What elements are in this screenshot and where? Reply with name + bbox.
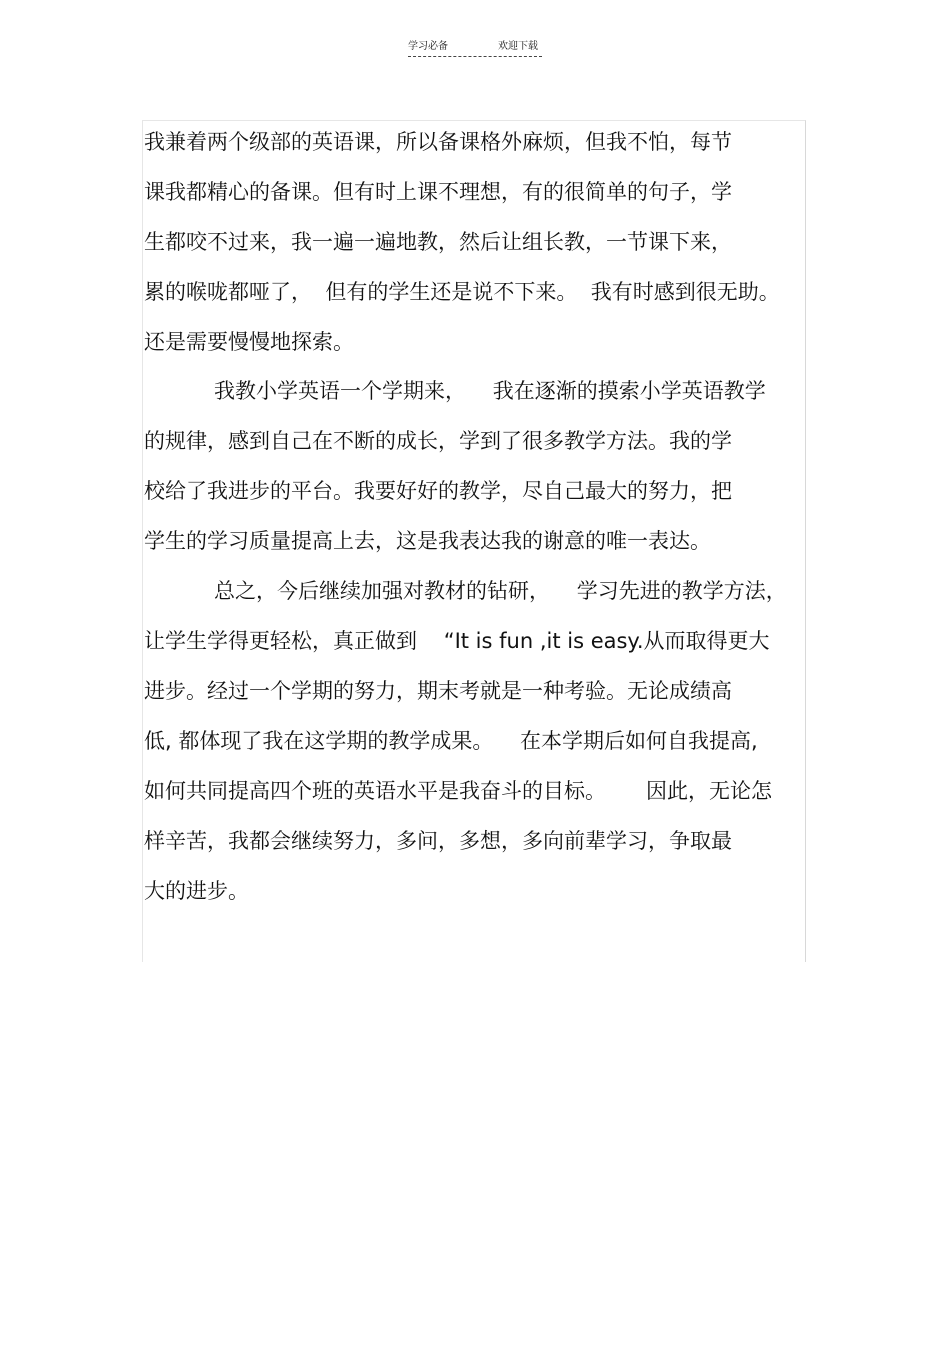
text-line: 样辛苦，我都会继续努力，多问，多想，多向前辈学习，争取最 <box>144 829 732 853</box>
text-line: 如何共同提高四个班的英语水平是我奋斗的目标。 因此，无论怎 <box>144 779 773 803</box>
text-line: 生都咬不过来，我一遍一遍地教，然后让组长教，一节课下来， <box>144 230 732 254</box>
text-line: 低, 都体现了我在这学期的教学成果。 在本学期后如何自我提高, <box>144 729 758 753</box>
page-header <box>408 38 542 57</box>
text-line: 我教小学英语一个学期来， 我在逐渐的摸索小学英语教学 <box>214 379 766 403</box>
text-line: 进步。经过一个学期的努力，期末考就是一种考验。无论成绩高 <box>144 679 732 703</box>
text-line: 累的喉咙都哑了， 但有的学生还是说不下来。 我有时感到很无助。 <box>144 280 780 304</box>
text-line: 大的进步。 <box>144 879 249 903</box>
text-line: 的规律，感到自己在不断的成长，学到了很多教学方法。我的学 <box>144 429 732 453</box>
text-line: 我兼着两个级部的英语课，所以备课格外麻烦，但我不怕，每节 <box>144 130 732 154</box>
text-line: 课我都精心的备课。但有时上课不理想，有的很简单的句子，学 <box>144 180 732 204</box>
header-right-text: 欢迎下载 <box>498 41 538 52</box>
text-line: 让学生学得更轻松，真正做到 “It is fun ,it is easy.从而取得更大 <box>144 629 770 653</box>
text-line: 学生的学习质量提高上去，这是我表达我的谢意的唯一表达。 <box>144 529 711 553</box>
header-left-text: 学习必备 <box>408 41 448 52</box>
text-line: 还是需要慢慢地探索。 <box>144 330 354 354</box>
text-line: 总之，今后继续加强对教材的钻研， 学习先进的教学方法， <box>214 579 787 603</box>
text-line: 校给了我进步的平台。我要好好的教学，尽自己最大的努力，把 <box>144 479 732 503</box>
